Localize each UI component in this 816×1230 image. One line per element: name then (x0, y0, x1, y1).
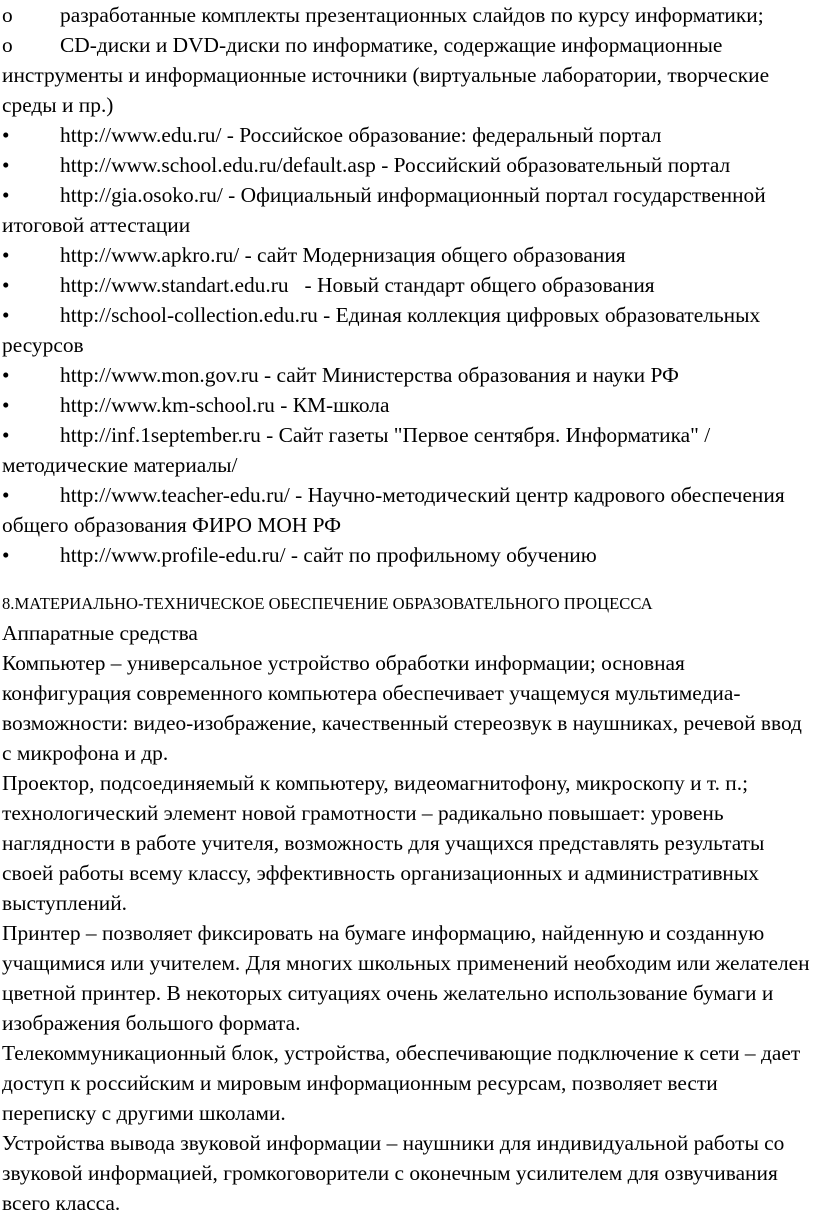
paragraph: Телекоммуникационный блок, устройства, обеспечивающие подключение к сети – дает доступ к российским и мировым информационным ресурсам, позволяет вести переписку с другими школами. (2, 1041, 801, 1125)
list-marker: • (2, 243, 10, 267)
list-marker: • (2, 393, 10, 417)
list-item-text: http://www.school.edu.ru/default.asp - Российский образовательный портал (60, 153, 731, 177)
list-marker: • (2, 363, 10, 387)
list-item-text: http://www.standart.edu.ru - Новый стандарт общего образования (60, 273, 655, 297)
list-marker: • (2, 543, 10, 567)
list-marker: • (2, 123, 10, 147)
list-item (2, 0, 816, 30)
list-marker: • (2, 303, 10, 327)
list-marker: • (2, 183, 10, 207)
list-item-text: CD-диски и DVD-диски по информатике, содержащие информационные инструменты и информационные источники (виртуальные лаборатории, творческие среды и пр.) (2, 33, 770, 117)
list-item (2, 360, 816, 390)
list-item-text: http://www.apkro.ru/ - сайт Модернизация общего образования (60, 243, 626, 267)
body-text (2, 648, 816, 1218)
list-marker: • (2, 423, 10, 447)
list-marker: • (2, 273, 10, 297)
subheading: Аппаратные средства (2, 621, 198, 645)
list-item (2, 240, 816, 270)
resource-list (2, 0, 816, 570)
list-item-text: http://www.km-school.ru - КМ-школа (60, 393, 390, 417)
list-item-text: разработанные комплекты презентационных слайдов по курсу информатики; (60, 3, 764, 27)
list-marker: o (2, 33, 13, 57)
list-item-text: http://www.edu.ru/ - Российское образование: федеральный портал (60, 123, 662, 147)
paragraph: Принтер – позволяет фиксировать на бумаге информацию, найденную и созданную учащимися или учителем. Для многих школьных применений необходим или желателен цветной принтер. В некоторых ситуациях очень желательно использование бумаги и изображения большого формата. (2, 921, 810, 1035)
list-item (2, 270, 816, 300)
list-marker: o (2, 3, 13, 27)
list-item-text: http://www.mon.gov.ru - сайт Министерства образования и науки РФ (60, 363, 679, 387)
list-item-text: http://gia.osoko.ru/ - Официальный информационный портал государственной итоговой аттестации (2, 183, 766, 237)
list-item-text: http://www.profile-edu.ru/ - сайт по профильному обучению (60, 543, 597, 567)
paragraph: Проектор, подсоединяемый к компьютеру, видеомагнитофону, микроскопу и т. п.; технологический элемент новой грамотности – радикально повышает: уровень наглядности в работе учителя, возможность для учащихся представлять результаты своей работы всему классу, эффективность организационных и административных выступлений. (2, 771, 765, 915)
list-item (2, 420, 816, 480)
paragraph: Устройства вывода звуковой информации – наушники для индивидуальной работы со звуковой информацией, громкоговорители с оконечным усилителем для озвучивания всего класса. (2, 1131, 785, 1215)
list-item (2, 300, 816, 360)
list-item (2, 180, 816, 240)
list-item (2, 480, 816, 540)
list-item (2, 540, 816, 570)
list-marker: • (2, 153, 10, 177)
list-item (2, 120, 816, 150)
list-item-text: http://school-collection.edu.ru - Единая коллекция цифровых образовательных ресурсов (2, 303, 761, 357)
list-marker: • (2, 483, 10, 507)
list-item (2, 30, 816, 120)
section-heading: 8.МАТЕРИАЛЬНО-ТЕХНИЧЕСКОЕ ОБЕСПЕЧЕНИЕ ОБРАЗОВАТЕЛЬНОГО ПРОЦЕССА (2, 594, 653, 613)
list-item-text: http://www.teacher-edu.ru/ - Научно-методический центр кадрового обеспечения общего образования ФИРО МОН РФ (2, 483, 785, 537)
paragraph: Компьютер – универсальное устройство обработки информации; основная конфигурация современного компьютера обеспечивает учащемуся мультимедиа-возможности: видео-изображение, качественный стереозвук в наушниках, речевой ввод с микрофона и др. (2, 651, 802, 765)
list-item (2, 150, 816, 180)
list-item (2, 390, 816, 420)
list-item-text: http://inf.1september.ru - Сайт газеты "Первое сентября. Информатика" /методические материалы/ (2, 423, 711, 477)
